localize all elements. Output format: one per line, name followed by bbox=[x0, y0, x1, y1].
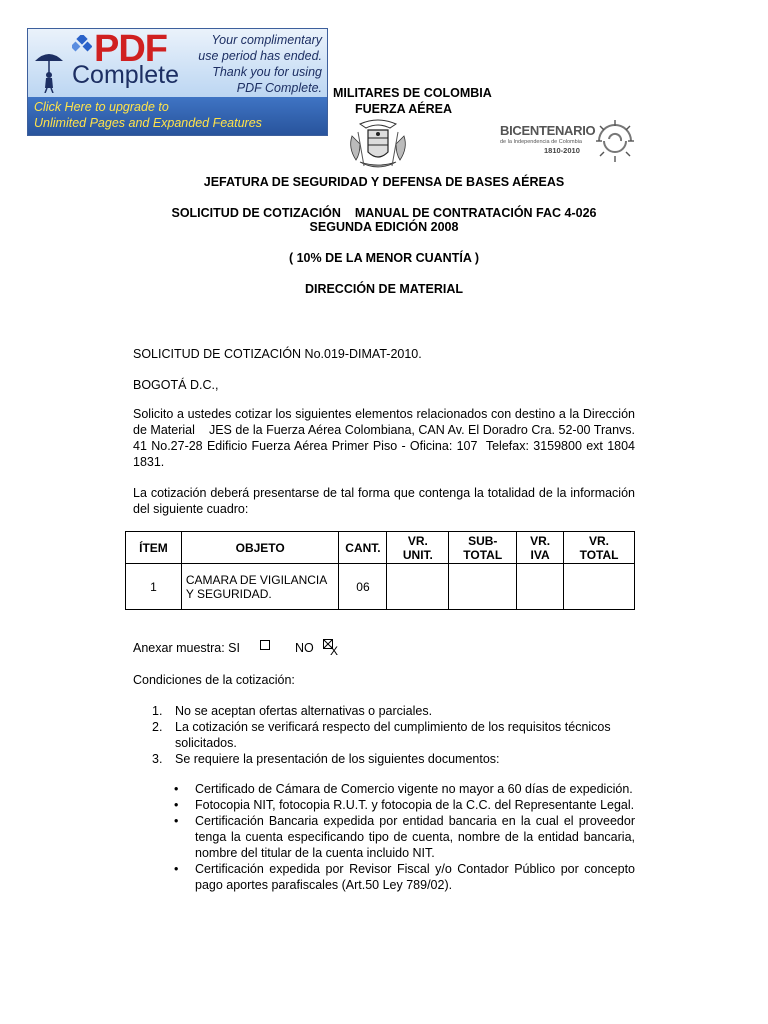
quotation-table bbox=[125, 531, 635, 610]
bicentenario-logo bbox=[496, 118, 638, 164]
list-item-text: La cotización se verificará respecto del cumplimiento de los requisitos técnicos solicitados. bbox=[175, 720, 611, 750]
bicentenario-years: 1810-2010 bbox=[544, 146, 580, 155]
org-header-line-1: MILITARES DE COLOMBIA bbox=[333, 86, 492, 100]
table-header-row bbox=[126, 532, 635, 564]
instructions-paragraph: La cotización deberá presentarse de tal forma que contenga la totalidad de la información del siguiente cuadro: bbox=[133, 486, 635, 516]
request-paragraph: Solicito a ustedes cotizar los siguientes elementos relacionados con destino a la Dirección de Material JES de la Fuerza Aérea Colombiana, CAN Av. El Doradro Cra. 52-00 Tranvs. 41 No.27-28 Edificio Fuerza Aérea Primer Piso - Oficina: 107 Telefax: 3159800 ext 1804 1831. bbox=[133, 407, 649, 469]
table-row bbox=[126, 564, 635, 610]
table-cell bbox=[387, 564, 449, 610]
org-header bbox=[333, 85, 492, 117]
list-item bbox=[152, 751, 635, 767]
documents-list bbox=[174, 781, 635, 893]
list-item-text: Certificado de Cámara de Comercio vigente no mayor a 60 días de expedición. bbox=[195, 782, 633, 796]
table-cell: 06 bbox=[339, 564, 387, 610]
table-header-cell: VR. IVA bbox=[517, 532, 564, 564]
coat-of-arms-icon bbox=[346, 118, 410, 174]
table-cell bbox=[449, 564, 517, 610]
table-header-cell: ÍTEM bbox=[126, 532, 182, 564]
blocks-logo-icon bbox=[72, 35, 92, 55]
table-cell: CAMARA DE VIGILANCIA Y SEGURIDAD. bbox=[181, 564, 339, 610]
title-cuantia: ( 10% DE LA MENOR CUANTÍA ) bbox=[288, 251, 480, 265]
banner-message-line: Your complimentary bbox=[211, 33, 322, 47]
banner-message bbox=[186, 32, 322, 96]
pdf-complete-upgrade-banner[interactable] bbox=[27, 28, 328, 136]
sample-label: Anexar muestra: SI bbox=[133, 641, 240, 655]
table-cell: 1 bbox=[126, 564, 182, 610]
banner-message-line: use period has ended. bbox=[198, 49, 322, 63]
city-line: BOGOTÁ D.C., bbox=[133, 378, 219, 392]
conditions-title: Condiciones de la cotización: bbox=[133, 673, 295, 687]
list-number: 1. bbox=[152, 704, 163, 718]
table-header-cell: VR. UNIT. bbox=[387, 532, 449, 564]
bullet-icon: • bbox=[174, 782, 179, 796]
table-cell bbox=[564, 564, 635, 610]
umbrella-figure-icon bbox=[32, 47, 66, 93]
bicentenario-subtitle: de la Independencia de Colombia bbox=[500, 139, 582, 145]
sample-no-label: NO bbox=[295, 641, 314, 655]
table-header-cell: OBJETO bbox=[181, 532, 339, 564]
list-item-text: Certificación expedida por Revisor Fiscal y/o Contador Público por concepto pago aportes parafiscales (Art.50 Ley 789/02). bbox=[195, 862, 635, 892]
title-jefatura: JEFATURA DE SEGURIDAD Y DEFENSA DE BASES AÉREAS bbox=[203, 175, 565, 189]
sample-yes-checkbox[interactable] bbox=[260, 640, 270, 650]
org-header-line-2: FUERZA AÉREA bbox=[355, 102, 452, 116]
table-cell bbox=[517, 564, 564, 610]
sample-no-mark: X bbox=[330, 644, 339, 658]
list-item bbox=[152, 703, 635, 719]
upgrade-link[interactable] bbox=[34, 99, 262, 131]
list-item bbox=[174, 861, 635, 893]
list-item-text: Fotocopia NIT, fotocopia R.U.T. y fotocopia de la C.C. del Representante Legal. bbox=[195, 798, 635, 812]
table-header-cell: CANT. bbox=[339, 532, 387, 564]
list-item bbox=[174, 781, 635, 797]
banner-message-line: PDF Complete. bbox=[236, 81, 322, 95]
upgrade-link-line[interactable]: Click Here to upgrade to bbox=[34, 100, 169, 114]
bullet-icon: • bbox=[174, 798, 179, 812]
list-item-text: Certificación Bancaria expedida por entidad bancaria en la cual el proveedor tenga la cuenta especificando tipo de cuenta, nombre de la entidad bancaria, nombre del titular de la cuenta incluido NIT. bbox=[195, 814, 635, 860]
bullet-icon: • bbox=[174, 814, 179, 828]
banner-message-line: Thank you for using bbox=[212, 65, 322, 79]
title-edicion: SEGUNDA EDICIÓN 2008 bbox=[309, 220, 459, 234]
bicentenario-swirl-icon bbox=[594, 118, 636, 164]
list-item bbox=[152, 719, 635, 751]
solicitud-number: SOLICITUD DE COTIZACIÓN No.019-DIMAT-2010. bbox=[133, 347, 422, 361]
table-header-cell: SUB-TOTAL bbox=[449, 532, 517, 564]
title-solicitud: SOLICITUD DE COTIZACIÓN MANUAL DE CONTRATACIÓN FAC 4-026 bbox=[171, 206, 597, 220]
list-item-text: No se aceptan ofertas alternativas o parciales. bbox=[175, 704, 433, 718]
complete-logo-text: Complete bbox=[72, 61, 179, 89]
bicentenario-title: BICENTENARIO bbox=[500, 123, 596, 138]
table-header-cell: VR. TOTAL bbox=[564, 532, 635, 564]
list-number: 2. bbox=[152, 720, 163, 734]
conditions-list bbox=[152, 703, 635, 767]
bullet-icon: • bbox=[174, 862, 179, 876]
list-item bbox=[174, 797, 635, 813]
list-number: 3. bbox=[152, 752, 163, 766]
list-item bbox=[174, 813, 635, 861]
title-direccion: DIRECCIÓN DE MATERIAL bbox=[304, 282, 464, 296]
pdf-logo-text: PDF bbox=[94, 28, 167, 70]
list-item-text: Se requiere la presentación de los siguientes documentos: bbox=[175, 752, 500, 766]
upgrade-link-line[interactable]: Unlimited Pages and Expanded Features bbox=[34, 116, 262, 130]
